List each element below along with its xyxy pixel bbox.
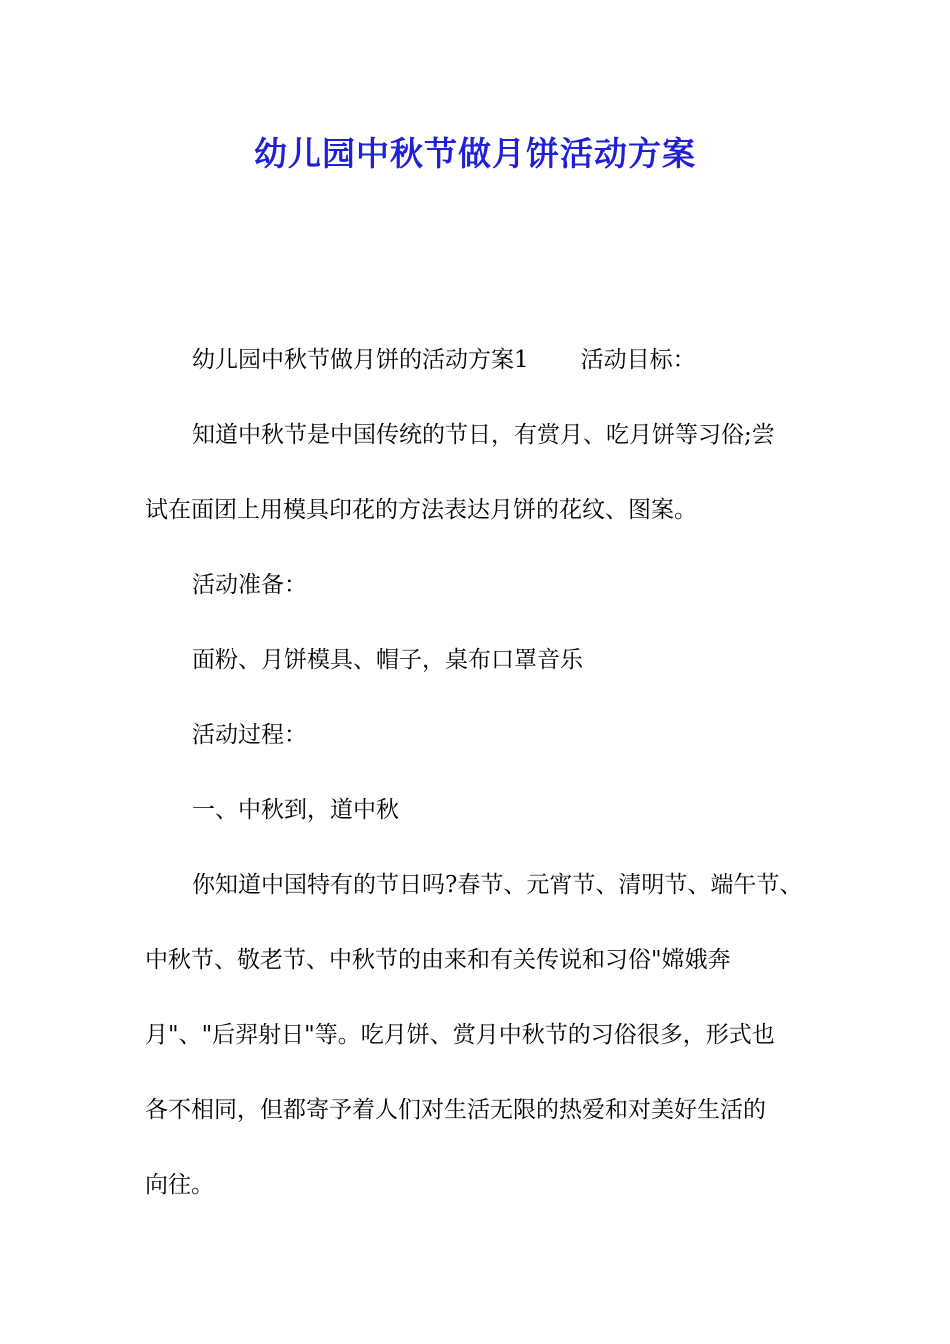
goal-label: 活动目标： <box>580 347 696 373</box>
paragraph-line: 面粉、月饼模具、帽子，桌布口罩音乐 <box>192 647 583 673</box>
section-label: 活动准备： <box>192 572 307 598</box>
section-label: 活动过程： <box>192 722 307 748</box>
paragraph-line: 各不相同，但都寄予着人们对生活无限的热爱和对美好生活的 <box>145 1097 766 1123</box>
paragraph-line: 试在面团上用模具印花的方法表达月饼的花纹、图案。 <box>145 497 697 523</box>
subsection-heading: 一、中秋到，道中秋 <box>192 797 399 823</box>
paragraph-line: 月"、"后羿射日"等。吃月饼、赏月中秋节的习俗很多，形式也 <box>145 1022 775 1048</box>
document-title: 幼儿园中秋节做月饼活动方案 <box>254 134 696 173</box>
plan-heading: 幼儿园中秋节做月饼的活动方案1 <box>192 347 529 373</box>
paragraph-line: 中秋节、敬老节、中秋节的由来和有关传说和习俗"嫦娥奔 <box>145 947 731 973</box>
paragraph-line: 知道中秋节是中国传统的节日，有赏月、吃月饼等习俗;尝 <box>192 422 775 448</box>
paragraph-line: 向往。 <box>145 1172 214 1198</box>
paragraph-line: 你知道中国特有的节日吗?春节、元宵节、清明节、端午节、 <box>192 872 803 898</box>
heading-line <box>192 345 696 375</box>
